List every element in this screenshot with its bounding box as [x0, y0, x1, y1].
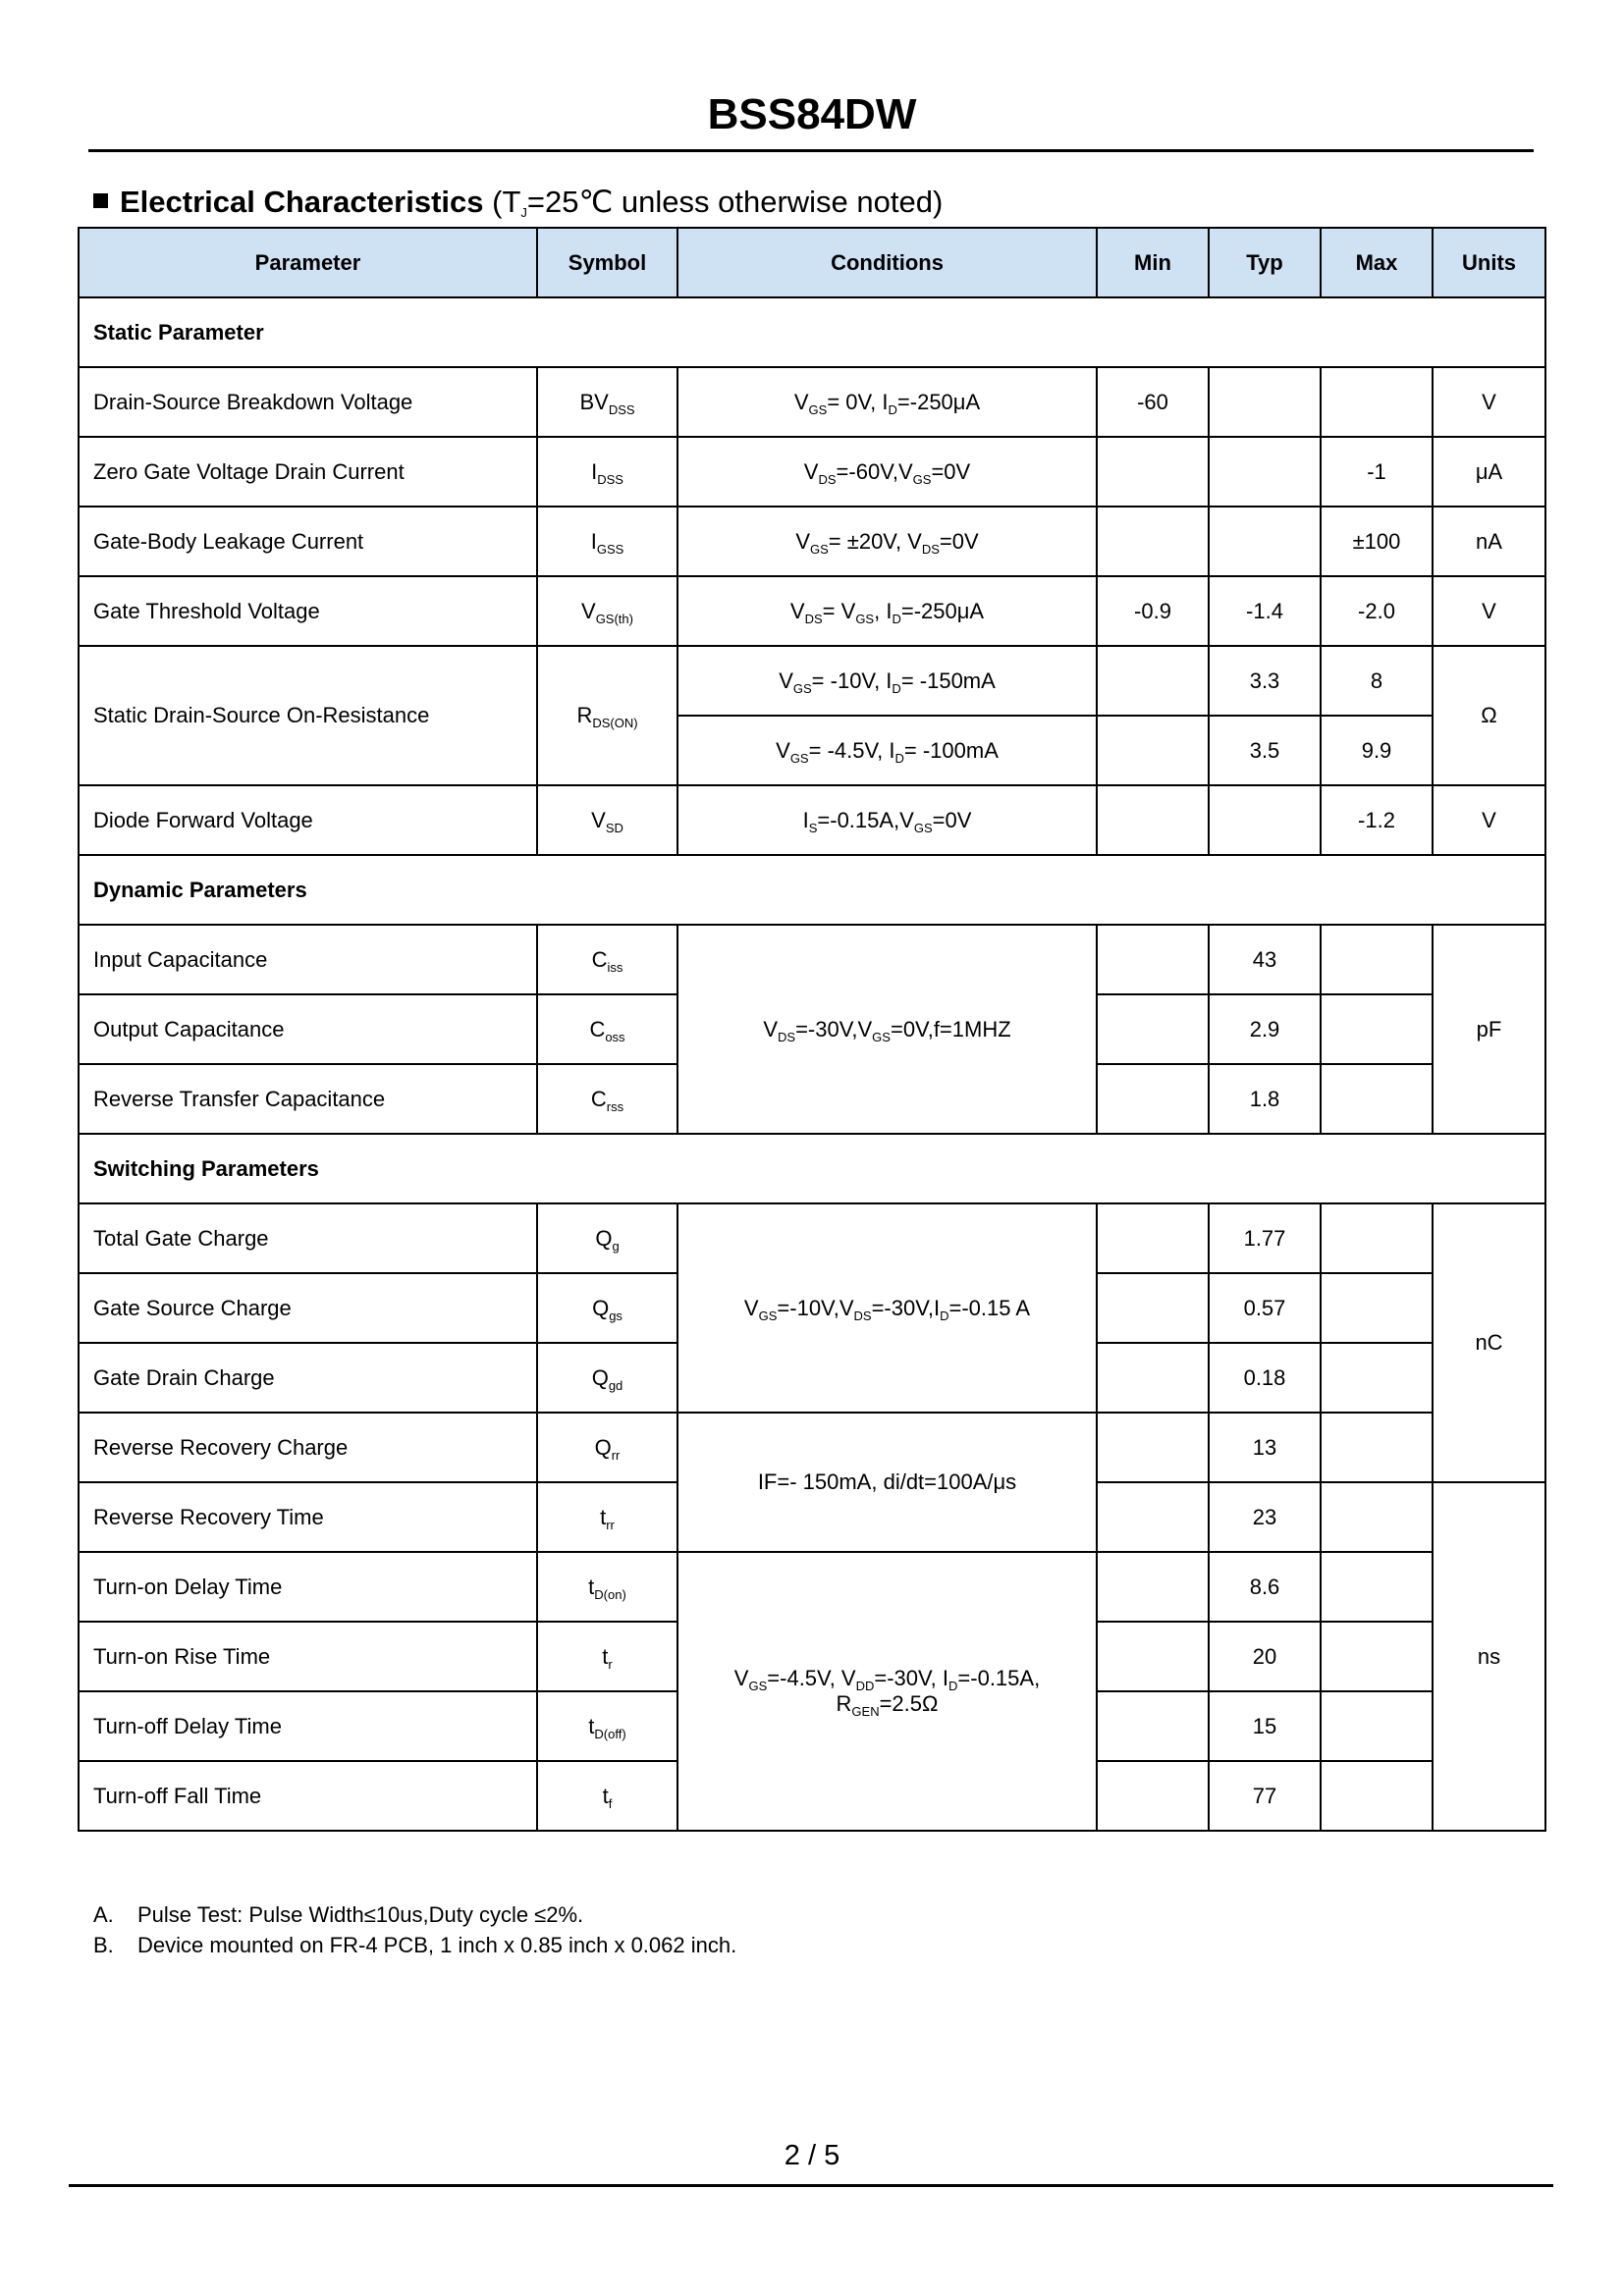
param-cell: Turn-off Delay Time — [79, 1691, 537, 1761]
min-cell — [1097, 1691, 1209, 1761]
typ-cell: 23 — [1209, 1482, 1321, 1552]
param-cell: Gate Source Charge — [79, 1273, 537, 1343]
max-cell — [1321, 1343, 1433, 1413]
min-cell — [1097, 1552, 1209, 1622]
max-cell — [1321, 1691, 1433, 1761]
condition-cell: $V_{GS}= -10V$, $I_D= -150mA$ — [677, 646, 1097, 716]
table-row — [79, 507, 1545, 576]
min-cell: -0.9 — [1097, 576, 1209, 646]
condition-cell: $V_{GS}=-4.5V$, $V_{DD}=-30V$, $I_D=-0.15A$, $R_{GEN}=2.5\Omega$ — [677, 1552, 1097, 1831]
max-cell — [1321, 1064, 1433, 1134]
section-condition: ($T_J=25℃$ unless otherwise noted) — [492, 185, 944, 220]
unit-cell: pF — [1433, 925, 1545, 1134]
param-cell: Drain-Source Breakdown Voltage — [79, 367, 537, 437]
header-symbol: Symbol — [537, 228, 677, 297]
typ-cell — [1209, 785, 1321, 855]
typ-cell: 13 — [1209, 1413, 1321, 1482]
typ-cell — [1209, 437, 1321, 507]
group-label: Dynamic Parameters — [79, 855, 1545, 925]
max-cell: -1.2 — [1321, 785, 1433, 855]
symbol-cell: $C_{iss}$ — [537, 925, 677, 994]
param-cell: Turn-on Rise Time — [79, 1622, 537, 1691]
min-cell: -60 — [1097, 367, 1209, 437]
symbol-cell: $Q_{gs}$ — [537, 1273, 677, 1343]
typ-cell: 1.77 — [1209, 1203, 1321, 1273]
max-cell — [1321, 925, 1433, 994]
table-row — [79, 367, 1545, 437]
square-bullet-icon — [93, 193, 108, 208]
param-cell: Reverse Recovery Charge — [79, 1413, 537, 1482]
symbol-cell: $t_f$ — [537, 1761, 677, 1831]
unit-cell: nA — [1433, 507, 1545, 576]
max-cell — [1321, 1273, 1433, 1343]
max-cell — [1321, 1622, 1433, 1691]
condition-cell: IF=- 150mA, di/dt=100A/μs — [677, 1413, 1097, 1552]
symbol-cell: $Q_{rr}$ — [537, 1413, 677, 1482]
table-row — [79, 925, 1545, 994]
min-cell — [1097, 716, 1209, 785]
symbol-cell: $C_{rss}$ — [537, 1064, 677, 1134]
typ-cell: 15 — [1209, 1691, 1321, 1761]
table-row — [79, 1552, 1545, 1622]
symbol-cell: $V_{GS(th)}$ — [537, 576, 677, 646]
max-cell: ±100 — [1321, 507, 1433, 576]
condition-cell: $V_{GS}= \pm 20V$, $V_{DS}=0V$ — [677, 507, 1097, 576]
section-label: Electrical Characteristics — [120, 185, 484, 219]
min-cell — [1097, 1273, 1209, 1343]
document-title: BSS84DW — [707, 90, 917, 138]
max-cell — [1321, 994, 1433, 1064]
typ-cell: 2.9 — [1209, 994, 1321, 1064]
min-cell — [1097, 646, 1209, 716]
param-cell: Input Capacitance — [79, 925, 537, 994]
header-conditions: Conditions — [677, 228, 1097, 297]
electrical-characteristics-table — [78, 227, 1546, 1832]
symbol-cell: $t_{D(on)}$ — [537, 1552, 677, 1622]
condition-cell: $V_{GS}= -4.5V$, $I_D= -100mA$ — [677, 716, 1097, 785]
typ-cell: 0.57 — [1209, 1273, 1321, 1343]
typ-cell — [1209, 507, 1321, 576]
min-cell — [1097, 785, 1209, 855]
typ-cell: 8.6 — [1209, 1552, 1321, 1622]
symbol-cell: $I_{GSS}$ — [537, 507, 677, 576]
param-cell: Reverse Transfer Capacitance — [79, 1064, 537, 1134]
symbol-cell: $BV_{DSS}$ — [537, 367, 677, 437]
param-cell: Gate Drain Charge — [79, 1343, 537, 1413]
min-cell — [1097, 1482, 1209, 1552]
param-cell: Turn-off Fall Time — [79, 1761, 537, 1831]
table-row — [79, 576, 1545, 646]
typ-cell — [1209, 367, 1321, 437]
symbol-cell: $Q_{gd}$ — [537, 1343, 677, 1413]
max-cell: -2.0 — [1321, 576, 1433, 646]
group-label: Switching Parameters — [79, 1134, 1545, 1203]
group-row-dynamic — [79, 855, 1545, 925]
footnote-item: B. Device mounted on FR-4 PCB, 1 inch x 0.85 inch x 0.062 inch. — [93, 1933, 737, 1957]
condition-cell: $V_{DS}=-30V,V_{GS}=0V,f=1MHZ$ — [677, 925, 1097, 1134]
table-header-row — [79, 228, 1545, 297]
unit-cell: V — [1433, 785, 1545, 855]
max-cell — [1321, 1761, 1433, 1831]
footnotes — [93, 1899, 736, 1960]
footnote-item: A. Pulse Test: Pulse Width≤10us,Duty cycle ≤2%. — [93, 1902, 584, 1927]
typ-cell: 43 — [1209, 925, 1321, 994]
group-label: Static Parameter — [79, 297, 1545, 367]
typ-cell: -1.4 — [1209, 576, 1321, 646]
param-cell: Output Capacitance — [79, 994, 537, 1064]
header-parameter: Parameter — [79, 228, 537, 297]
symbol-cell: $Q_g$ — [537, 1203, 677, 1273]
param-cell: Gate-Body Leakage Current — [79, 507, 537, 576]
min-cell — [1097, 1413, 1209, 1482]
max-cell — [1321, 1482, 1433, 1552]
header-min: Min — [1097, 228, 1209, 297]
typ-cell: 77 — [1209, 1761, 1321, 1831]
table-row — [79, 1203, 1545, 1273]
symbol-cell: $t_{D(off)}$ — [537, 1691, 677, 1761]
symbol-cell: $I_{DSS}$ — [537, 437, 677, 507]
min-cell — [1097, 994, 1209, 1064]
min-cell — [1097, 925, 1209, 994]
section-heading — [93, 185, 943, 220]
max-cell — [1321, 1203, 1433, 1273]
max-cell — [1321, 367, 1433, 437]
typ-cell: 3.3 — [1209, 646, 1321, 716]
typ-cell: 3.5 — [1209, 716, 1321, 785]
table-row — [79, 437, 1545, 507]
table-row — [79, 1413, 1545, 1482]
typ-cell: 0.18 — [1209, 1343, 1321, 1413]
min-cell — [1097, 1622, 1209, 1691]
symbol-cell: $V_{SD}$ — [537, 785, 677, 855]
max-cell: -1 — [1321, 437, 1433, 507]
param-cell: Diode Forward Voltage — [79, 785, 537, 855]
condition-cell: $V_{GS}= 0V$, $I_D=-250\mu A$ — [677, 367, 1097, 437]
unit-cell: nC — [1433, 1203, 1545, 1482]
min-cell — [1097, 1064, 1209, 1134]
unit-cell: ns — [1433, 1482, 1545, 1831]
max-cell — [1321, 1413, 1433, 1482]
condition-cell: $V_{DS}= V_{GS}$, $I_D=-250\mu A$ — [677, 576, 1097, 646]
symbol-cell: $t_r$ — [537, 1622, 677, 1691]
param-cell: Static Drain-Source On-Resistance — [79, 646, 537, 785]
page-number: 2 / 5 — [784, 2140, 840, 2171]
group-row-switching — [79, 1134, 1545, 1203]
unit-cell: Ω — [1433, 646, 1545, 785]
min-cell — [1097, 1761, 1209, 1831]
symbol-cell: $t_{rr}$ — [537, 1482, 677, 1552]
condition-cell: $V_{DS}=-60V,V_{GS}=0V$ — [677, 437, 1097, 507]
condition-cell: $I_S=-0.15A,V_{GS}=0V$ — [677, 785, 1097, 855]
max-cell: 9.9 — [1321, 716, 1433, 785]
group-row-static — [79, 297, 1545, 367]
condition-cell: $V_{GS}=-10V,V_{DS}=-30V,I_D=-0.15$ A — [677, 1203, 1097, 1413]
unit-cell: V — [1433, 576, 1545, 646]
max-cell — [1321, 1552, 1433, 1622]
symbol-cell: $C_{oss}$ — [537, 994, 677, 1064]
header-units: Units — [1433, 228, 1545, 297]
typ-cell: 20 — [1209, 1622, 1321, 1691]
table-row — [79, 785, 1545, 855]
min-cell — [1097, 1203, 1209, 1273]
param-cell: Turn-on Delay Time — [79, 1552, 537, 1622]
table-row — [79, 646, 1545, 716]
param-cell: Gate Threshold Voltage — [79, 576, 537, 646]
header-max: Max — [1321, 228, 1433, 297]
footer-divider — [69, 2184, 1553, 2187]
param-cell: Total Gate Charge — [79, 1203, 537, 1273]
unit-cell: μA — [1433, 437, 1545, 507]
max-cell: 8 — [1321, 646, 1433, 716]
min-cell — [1097, 507, 1209, 576]
typ-cell: 1.8 — [1209, 1064, 1321, 1134]
title-divider — [88, 149, 1534, 152]
min-cell — [1097, 437, 1209, 507]
min-cell — [1097, 1343, 1209, 1413]
symbol-cell: $R_{DS(ON)}$ — [537, 646, 677, 785]
unit-cell: V — [1433, 367, 1545, 437]
param-cell: Reverse Recovery Time — [79, 1482, 537, 1552]
header-typ: Typ — [1209, 228, 1321, 297]
param-cell: Zero Gate Voltage Drain Current — [79, 437, 537, 507]
